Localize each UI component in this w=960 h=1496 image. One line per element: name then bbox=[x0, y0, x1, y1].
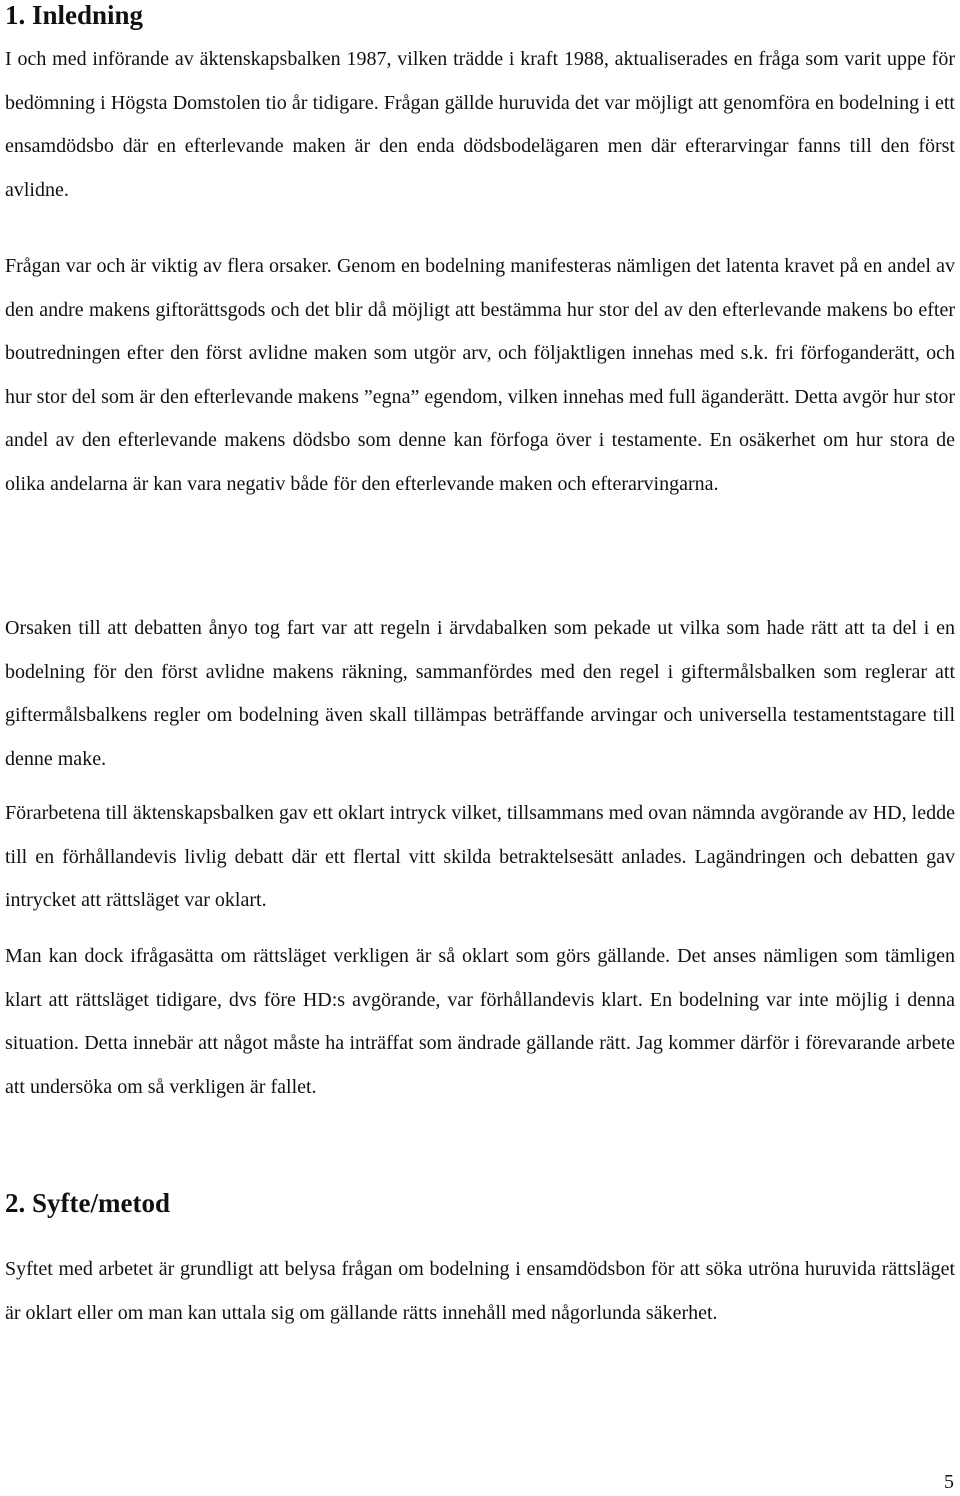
paragraph-4: Förarbetena till äktenskapsbalken gav ett oklart intryck vilket, tillsammans med ovan nämnda avgörande av HD, ledde till en förhållandevis livlig debatt där ett flertal vitt skilda betraktelsesätt anlades. Lagändringen och debatten gav intrycket att rättsläget var oklart. bbox=[5, 802, 955, 912]
paragraph-2: Frågan var och är viktig av flera orsaker. Genom en bodelning manifesteras nämligen det latenta kravet på en andel av den andre makens giftorättsgods och det blir då möjligt att bestämma hur stor del av den efterlevande makens bo efter boutredningen efter den först avlidne maken som utgör arv, och följaktligen innehas med s.k. fri förfoganderätt, och hur stor del som är den efterlevande makens ”egna” egendom, vilken innehas med full äganderätt. Detta avgör hur stor andel av den efterlevande makens dödsbo som denne kan förfoga över i testamente. En osäkerhet om hur stora de olika andelarna är kan vara negativ både för den efterlevande maken och efterarvingarna. bbox=[5, 255, 955, 495]
paragraph-6: Syftet med arbetet är grundligt att belysa frågan om bodelning i ensamdödsbon för att söka utröna huruvida rättsläget är oklart eller om man kan uttala sig om gällande rätts innehåll med någorlunda säkerhet. bbox=[5, 1258, 955, 1324]
page-number: 5 bbox=[944, 1471, 954, 1493]
paragraph-3: Orsaken till att debatten ånyo tog fart var att regeln i ärvdabalken som pekade ut vilka som hade rätt att ta del i en bodelning för den först avlidne makens räkning, sammanfördes med den regel i giftermålsbalken som reglerar att giftermålsbalkens regler om bodelning även skall tillämpas beträffande arvingar och universella testamentstagare till denne make. bbox=[5, 617, 955, 770]
paragraph-5: Man kan dock ifrågasätta om rättsläget verkligen är så oklart som görs gällande. Det anses nämligen som tämligen klart att rättsläget tidigare, dvs före HD:s avgörande, var förhållandevis klart. En bodelning var inte möjlig i denna situation. Detta innebär att något måste ha inträffat som ändrade gällande rätt. Jag kommer därför i förevarande arbete att undersöka om så verkligen är fallet. bbox=[5, 945, 955, 1098]
section-heading-syfte-metod: 2. Syfte/metod bbox=[5, 1188, 170, 1218]
paragraph-1: I och med införande av äktenskapsbalken 1987, vilken trädde i kraft 1988, aktualiserades en fråga som varit uppe för bedömning i Högsta Domstolen tio år tidigare. Frågan gällde huruvida det var möjligt att genomföra en bodelning i ett ensamdödsbo där en efterlevande maken är den enda dödsbodelägaren men där efterarvingar fanns till den först avlidne. bbox=[5, 48, 955, 201]
section-heading-inledning: 1. Inledning bbox=[5, 0, 144, 30]
